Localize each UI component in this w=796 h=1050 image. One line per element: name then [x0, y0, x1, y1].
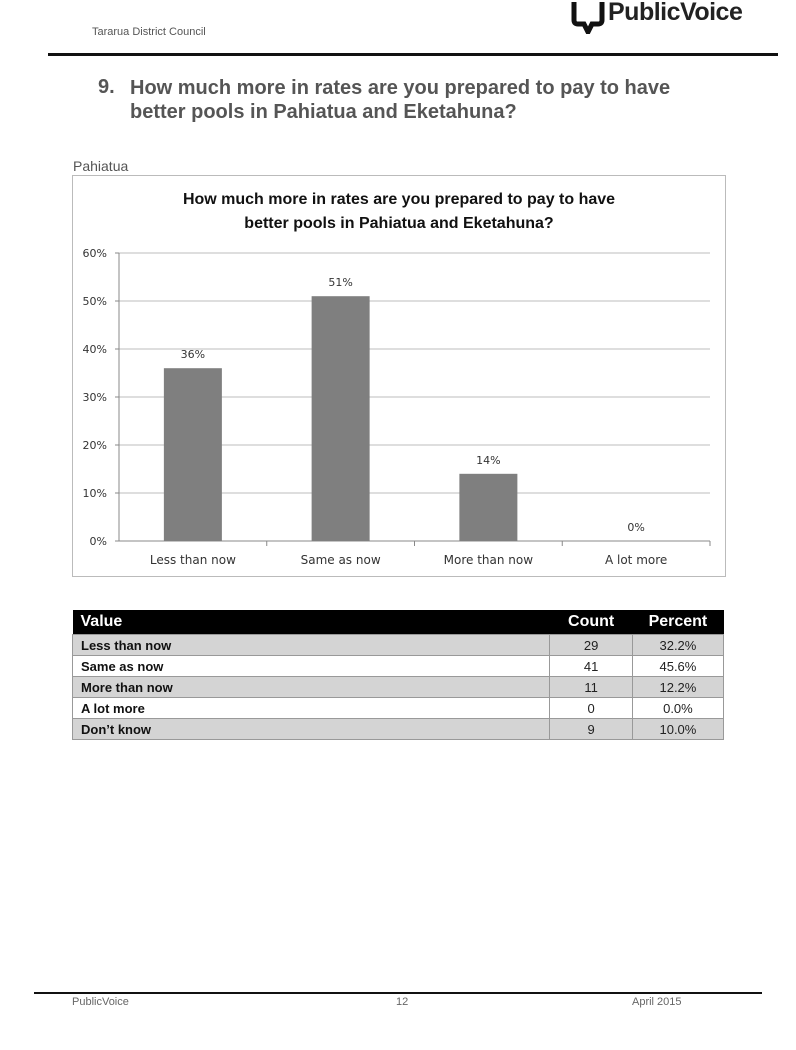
row-count: 29 [550, 635, 632, 656]
bar [459, 474, 517, 541]
chart-title-line-2: better pools in Pahiatua and Eketahuna? [244, 215, 554, 232]
table-header-row [73, 610, 724, 635]
x-tick-label: More than now [443, 553, 534, 567]
data-label: 0% [627, 521, 645, 534]
x-tick-label: Less than now [149, 553, 236, 567]
x-tick-label: Same as now [300, 553, 381, 567]
logo-text: PublicVoice [608, 0, 743, 26]
row-value: More than now [73, 677, 550, 698]
row-value: A lot more [73, 698, 550, 719]
organization-name: Tararua District Council [92, 26, 206, 38]
row-percent: 0.0% [632, 698, 723, 719]
footer-publisher: PublicVoice [72, 996, 129, 1008]
table-row [73, 719, 724, 740]
y-tick-label: 20% [82, 439, 107, 452]
y-tick-label: 50% [82, 295, 107, 308]
row-percent: 32.2% [632, 635, 723, 656]
y-tick-label: 40% [82, 343, 107, 356]
table-row [73, 677, 724, 698]
header-value: Value [73, 610, 550, 635]
y-tick-label: 60% [82, 247, 107, 260]
row-percent: 45.6% [632, 656, 723, 677]
bar-chart [72, 175, 726, 577]
publicvoice-logo [568, 0, 768, 32]
header-percent: Percent [632, 610, 723, 635]
speech-bubble-icon [568, 0, 608, 34]
row-value: Same as now [73, 656, 550, 677]
data-label: 14% [476, 453, 501, 467]
row-value: Don’t know [73, 719, 550, 740]
row-value: Less than now [73, 635, 550, 656]
footer-date: April 2015 [632, 996, 682, 1008]
table-row [73, 635, 724, 656]
row-count: 0 [550, 698, 632, 719]
row-percent: 10.0% [632, 719, 723, 740]
chart-title [73, 188, 725, 236]
row-count: 11 [550, 677, 632, 698]
chart-title-line-1: How much more in rates are you prepared to pay to have [182, 191, 616, 208]
table-row [73, 698, 724, 719]
row-percent: 12.2% [632, 677, 723, 698]
header-count: Count [550, 610, 632, 635]
page-number: 12 [396, 996, 409, 1008]
table-row [73, 656, 724, 677]
footer-divider [34, 992, 762, 994]
bar [312, 296, 370, 541]
y-tick-label: 0% [89, 535, 107, 548]
data-label: 36% [180, 348, 206, 362]
section-label: Pahiatua [73, 158, 129, 174]
data-label: 51% [328, 276, 353, 290]
y-tick-label: 30% [82, 391, 107, 404]
y-tick-label: 10% [82, 487, 107, 500]
bar [164, 368, 222, 541]
x-tick-label: A lot more [604, 553, 668, 567]
row-count: 41 [550, 656, 632, 677]
chart-canvas [73, 176, 725, 576]
question-text: How much more in rates are you prepared to pay to have better pools in Pahiatua and Eketahuna? [130, 77, 671, 123]
results-table [72, 610, 724, 740]
row-count: 9 [550, 719, 632, 740]
question-number: 9. [98, 76, 115, 98]
header-divider [48, 53, 778, 56]
